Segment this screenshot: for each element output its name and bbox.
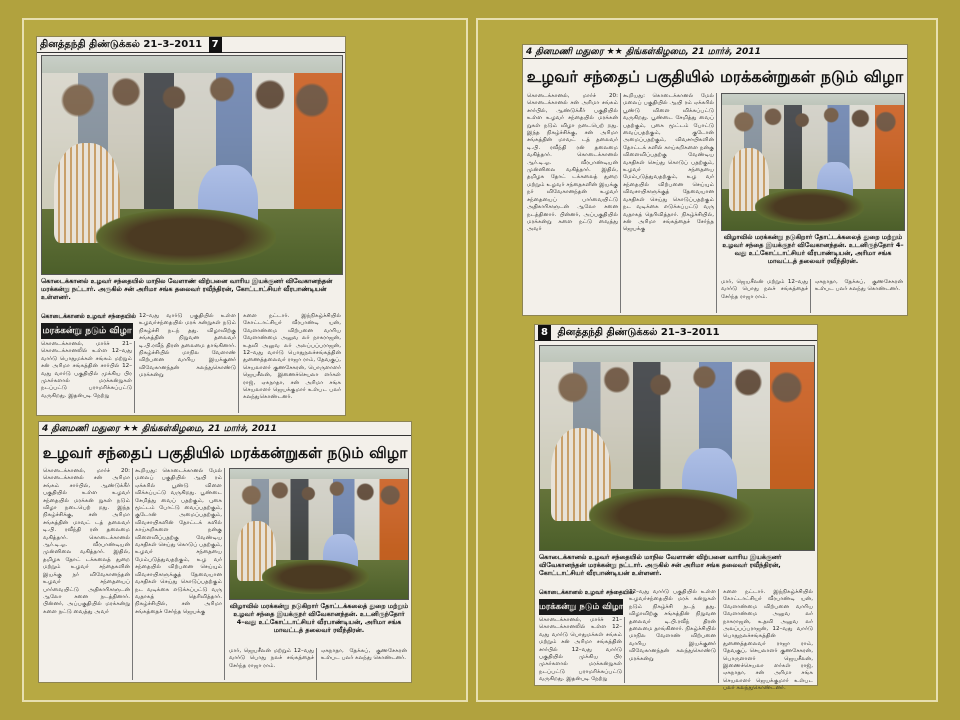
article-column-1: கொடைக்கானல், மார்ச் 20: கொடைக்கானல் சன் அரிமா சங்கம் சார்பில், ஆண்டுக்கீர் பகுதியில் உள்ள உழவர் சந்தையில் மரக்கன் றுகள் நடும் விழா நடைபெற் றது. இந்த நிகழ்ச்சிக்கு, சன் அரிமா சங்கத்தின் மாவட் டத் தலைவர் டி.பி. ரவீந்தி ரன் தலைமை வகித்தார். கொடைக்கானல் ஆர்.டி.ஓ. வீரபாண்டியன் முன்னிலை வகித்தார். இதில், தமிழக தோட் டக்கலைத் துறை மற்றும் உழவர் சந்தைகளின் இயக்கு நர் விவேகானந்தன் உழவர் சந்தையைப் பார்வையிட்டு அதிகாரிகளுடன் ஆலோ சனை நடத்தினார். பின்னர், அப்பகுதியில் மரக்கன்று களை நட்டு வைத்து அவர் (43, 468, 133, 680)
article-column-3: களை நட்டார். இந்நிகழ்ச்சியில் கோட்டாட்சியர் வீரபாண்டி யன், வேளாண்மை விற்பனை வாரிய வேளாண்மை அலுவ லர் நாகராஜன், உதவி அலுவ லர் அலப்பப்பராஜன், 12–வது வார்டு பொதுநலச்சங்கத்தின் துணைத்தலைவர் ராஜா ராம், தேவகுப், செயலாளர் குணசேகரன், பொருளாளர் ஜெயசீலன், இணைச்செயலா ளர்கள் ராஜ், ஏகநாதா, சன் அரிமா சங்க செயலாளர் ஜெயக்குமார் உள்பட பலர் கலந்துகொண்டனர். (243, 313, 341, 401)
kicker: கொடைக்கானல் உழவர் சந்தையில் (539, 589, 634, 596)
article-column-2: கூறியது: கொடைக்கானல் மேல் மலைப் பகுதியில் ஆயி ரம் ஏக்கரில் பூண்டு விளை விக்கப்பட்டு வருகிறது. பூண்டை சேமித்து வைப் பதற்கும், புகை மூட்டம் போட்டு வைப்பதற்கும், குடோன் அமைப்பதற்கும், விவசாயிகளின் தோட்டக் களில் காய்கறிகளை நன்கு விளைவிப்பதற்கு வேண்டிய வசதிகள் செய்து கொடுப் பதற்கும், உழவர் சந்தையை மேம்படுத்துவதற்கும், உழ வர் சந்தையில் விற்பனை செய்யும் விவசாயிகளுக்குத் தேவையான வசதிகள் செய்து கொடுப்பதற்கும் நட வடிக்கை எடுக்கப்பட்டு வரு வதாகத் தெரிவித்தார். நிகழ்ச்சியில், சன் அரிமா சங்கத்தைச் சேர்ந்த ஜெயக்கு (135, 468, 225, 680)
news-photo (41, 55, 343, 275)
page-number: 8 (538, 325, 551, 341)
article-tail-1: மார், ஜெயசீலன் மற்றும் 12–வது வார்டு பொது நலச் சங்கத்தைச் சேர்ந்த ராஜா ராம். (229, 648, 317, 680)
masthead-text: தினத்தந்தி திண்டுக்கல் 21–3–2011 (40, 39, 203, 50)
dinathanthi-clip-right (534, 324, 818, 692)
photo-caption: விழாவில் மரக்கன்று நடுகிறார் தோட்டக்கலைத் துறை மற்றும் உழவர் சந்தை இயக்குநர் விவேகானந்தன். உடனிருந்தோர் 4–வது உட்கோட்டாட்சியர் வீரபாண்டியன், அரிமா சங்க மாவட்டத் தலைவர் ரவீந்திரன். (722, 233, 904, 265)
news-photo (229, 468, 409, 600)
article-tail-2: ஏகநாதா, தேக்கப், குணசேகரன் உள்பட பலர் கலந்து கொண்டனர். (815, 279, 903, 293)
masthead (535, 325, 817, 341)
news-photo (539, 345, 815, 551)
news-photo (721, 93, 905, 231)
article-column-1: கொடைக்கானல், மார்ச் 21– கொடைக்கானலில் உள்ள 12–வது வார்டு பொதுமக்கள் சங்கம் மற்றும் சன் அரிமா சங்கத்தின் சார்பில் 12–வது வார்டு பகுதியில் முக்கிய பிர முகர்களால் மரக்கன்றுகள் நடப்பட்டு பராமரிக்கப்பட்டு வருகிறது. இதன்படி நேற்று (539, 617, 625, 683)
page-number: 7 (209, 37, 222, 53)
article-column-2: 12–வது வார்டு பகுதியில் உள்ள உழவர்சந்தையில் மரக் கன்றுகள் நடும் நிகழ்ச்சி நடந் தது. விழாவிற்கு சங்கத்தின் நிறுவன தலைவர் டி.பி.ரவீந் திரன் தலைமை தாங்கினார். நிகழ்ச்சியில் மாநில வேளாண் விற்பனை வாரிய இயக்குனர் விவேகானந்தன் கலந்துகொண்டு மரக்கன்று (139, 313, 239, 413)
photo-caption: கொடைக்கானல் உழவர் சந்தையில் மாநில வேளாண் விற்பனை வாரிய இயக்குனர் விவேகானந்தன் மரக்கன்று நட்டார். அருகில் சன் அரிமா சங்க தலைவர் ரவீந்திரன், கோட்டாட்சியர் வீரபாண்டியன் உள்ளனர். (539, 553, 782, 577)
subhead: மரக்கன்று நடும் விழா (41, 323, 133, 339)
photo-caption: கொடைக்கானல் உழவர் சந்தையில் மாநில வேளாண் விற்பனை வாரிய இயக்குனர் விவேகானந்தன் மரக்கன்று நட்டார். அருகில் சன் அரிமா சங்க தலைவர் ரவீந்திரன், கோட்டாட்சியர் வீரபாண்டியன் உள்ளனர். (41, 277, 333, 301)
masthead: 4 தினமணி மதுரை ★★ திங்கள்கிழமை, 21 மார்ச், 2011 (39, 422, 411, 436)
headline: உழவர் சந்தைப் பகுதியில் மரக்கன்றுகள் நடும் விழா (42, 443, 408, 462)
article-tail-2: ஏகநாதா, தேக்கப், குணசேகரன் உள்பட பலர் கலந்து கொண்டனர். (321, 648, 407, 662)
dinamani-clip-left (38, 421, 412, 683)
dinamani-clip-right (522, 44, 908, 316)
article-column-1: கொடைக்கானல், மார்ச் 20: கொடைக்கானல் சன் அரிமா சங்கம் சார்பில், ஆண்டுக்கீர் பகுதியில் உள்ள உழவர் சந்தையில் மரக்கன் றுகள் நடும் விழா நடைபெற் றது. இந்த நிகழ்ச்சிக்கு, சன் அரிமா சங்கத்தின் மாவட் டத் தலைவர் டி.பி. ரவீந்தி ரன் தலைமை வகித்தார். கொடைக்கானல் ஆர்.டி.ஓ. வீரபாண்டியன் முன்னிலை வகித்தார். இதில், தமிழக தோட் டக்கலைத் துறை மற்றும் உழவர் சந்தைகளின் இயக்கு நர் விவேகானந்தன் உழவர் சந்தையைப் பார்வையிட்டு அதிகாரிகளுடன் ஆலோ சனை நடத்தினார். பின்னர், அப்பகுதியில் மரக்கன்று களை நட்டு வைத்து அவர் (527, 93, 621, 313)
masthead-text: தினத்தந்தி திண்டுக்கல் 21–3–2011 (557, 327, 720, 338)
headline: உழவர் சந்தைப் பகுதியில் மரக்கன்றுகள் நடும் விழா (526, 67, 904, 86)
dinathanthi-clip-left (36, 36, 346, 416)
kicker: கொடைக்கானல் உழவர் சந்தையில் (41, 313, 136, 320)
subhead: மரக்கன்று நடும் விழா (539, 599, 623, 615)
article-column-3: களை நட்டார். இந்நிகழ்ச்சியில் கோட்டாட்சியர் வீரபாண்டி யன், வேளாண்மை விற்பனை வாரிய வேளாண்மை அலுவ லர் நாகராஜன், உதவி அலுவ லர் அலப்பப்பராஜன், 12–வது வார்டு பொதுநலச்சங்கத்தின் துணைத்தலைவர் ராஜா ராம், தேவகுப், செயலாளர் குணசேகரன், பொருளாளர் ஜெயசீலன், இணைச்செயலா ளர்கள் ராஜ், ஏகநாதா, சன் அரிமா சங்க செயலாளர் ஜெயக்குமார் உள்பட பலர் கலந்துகொண்டனர். (723, 589, 813, 692)
article-column-2: 12–வது வார்டு பகுதியில் உள்ள உழவர்சந்தையில் மரக் கன்றுகள் நடும் நிகழ்ச்சி நடந் தது. விழாவிற்கு சங்கத்தின் நிறுவன தலைவர் டி.பி.ரவீந் திரன் தலைமை தாங்கினார். நிகழ்ச்சியில் மாநில வேளாண் விற்பனை வாரிய இயக்குனர் விவேகானந்தன் கலந்துகொண்டு மரக்கன்று (629, 589, 719, 683)
article-column-1: கொடைக்கானல், மார்ச் 21– கொடைக்கானலில் உள்ள 12–வது வார்டு பொதுமக்கள் சங்கம் மற்றும் சன் அரிமா சங்கத்தின் சார்பில் 12–வது வார்டு பகுதியில் முக்கிய பிர முகர்களால் மரக்கன்றுகள் நடப்பட்டு பராமரிக்கப்பட்டு வருகிறது. இதன்படி நேற்று (41, 341, 135, 413)
masthead (37, 37, 345, 53)
masthead: 4 தினமணி மதுரை ★★ திங்கள்கிழமை, 21 மார்ச், 2011 (523, 45, 907, 59)
article-column-2: கூறியது: கொடைக்கானல் மேல் மலைப் பகுதியில் ஆயி ரம் ஏக்கரில் பூண்டு விளை விக்கப்பட்டு வருகிறது. பூண்டை சேமித்து வைப் பதற்கும், புகை மூட்டம் போட்டு வைப்பதற்கும், குடோன் அமைப்பதற்கும், விவசாயிகளின் தோட்டக் களில் காய்கறிகளை நன்கு விளைவிப்பதற்கு வேண்டிய வசதிகள் செய்து கொடுப் பதற்கும், உழவர் சந்தையை மேம்படுத்துவதற்கும், உழ வர் சந்தையில் விற்பனை செய்யும் விவசாயிகளுக்குத் தேவையான வசதிகள் செய்து கொடுப்பதற்கும் நட வடிக்கை எடுக்கப்பட்டு வரு வதாகத் தெரிவித்தார். நிகழ்ச்சியில், சன் அரிமா சங்கத்தைச் சேர்ந்த ஜெயக்கு (623, 93, 717, 313)
article-tail-1: மார், ஜெயசீலன் மற்றும் 12–வது வார்டு பொது நலச் சங்கத்தைச் சேர்ந்த ராஜா ராம். (721, 279, 811, 313)
photo-caption: விழாவில் மரக்கன்று நடுகிறார் தோட்டக்கலைத் துறை மற்றும் உழவர் சந்தை இயக்குநர் விவேகானந்தன். உடனிருந்தோர் 4–வது உட்கோட்டாட்சியர் வீரபாண்டியன், அரிமா சங்க மாவட்டத் தலைவர் ரவீந்திரன். (229, 602, 409, 634)
